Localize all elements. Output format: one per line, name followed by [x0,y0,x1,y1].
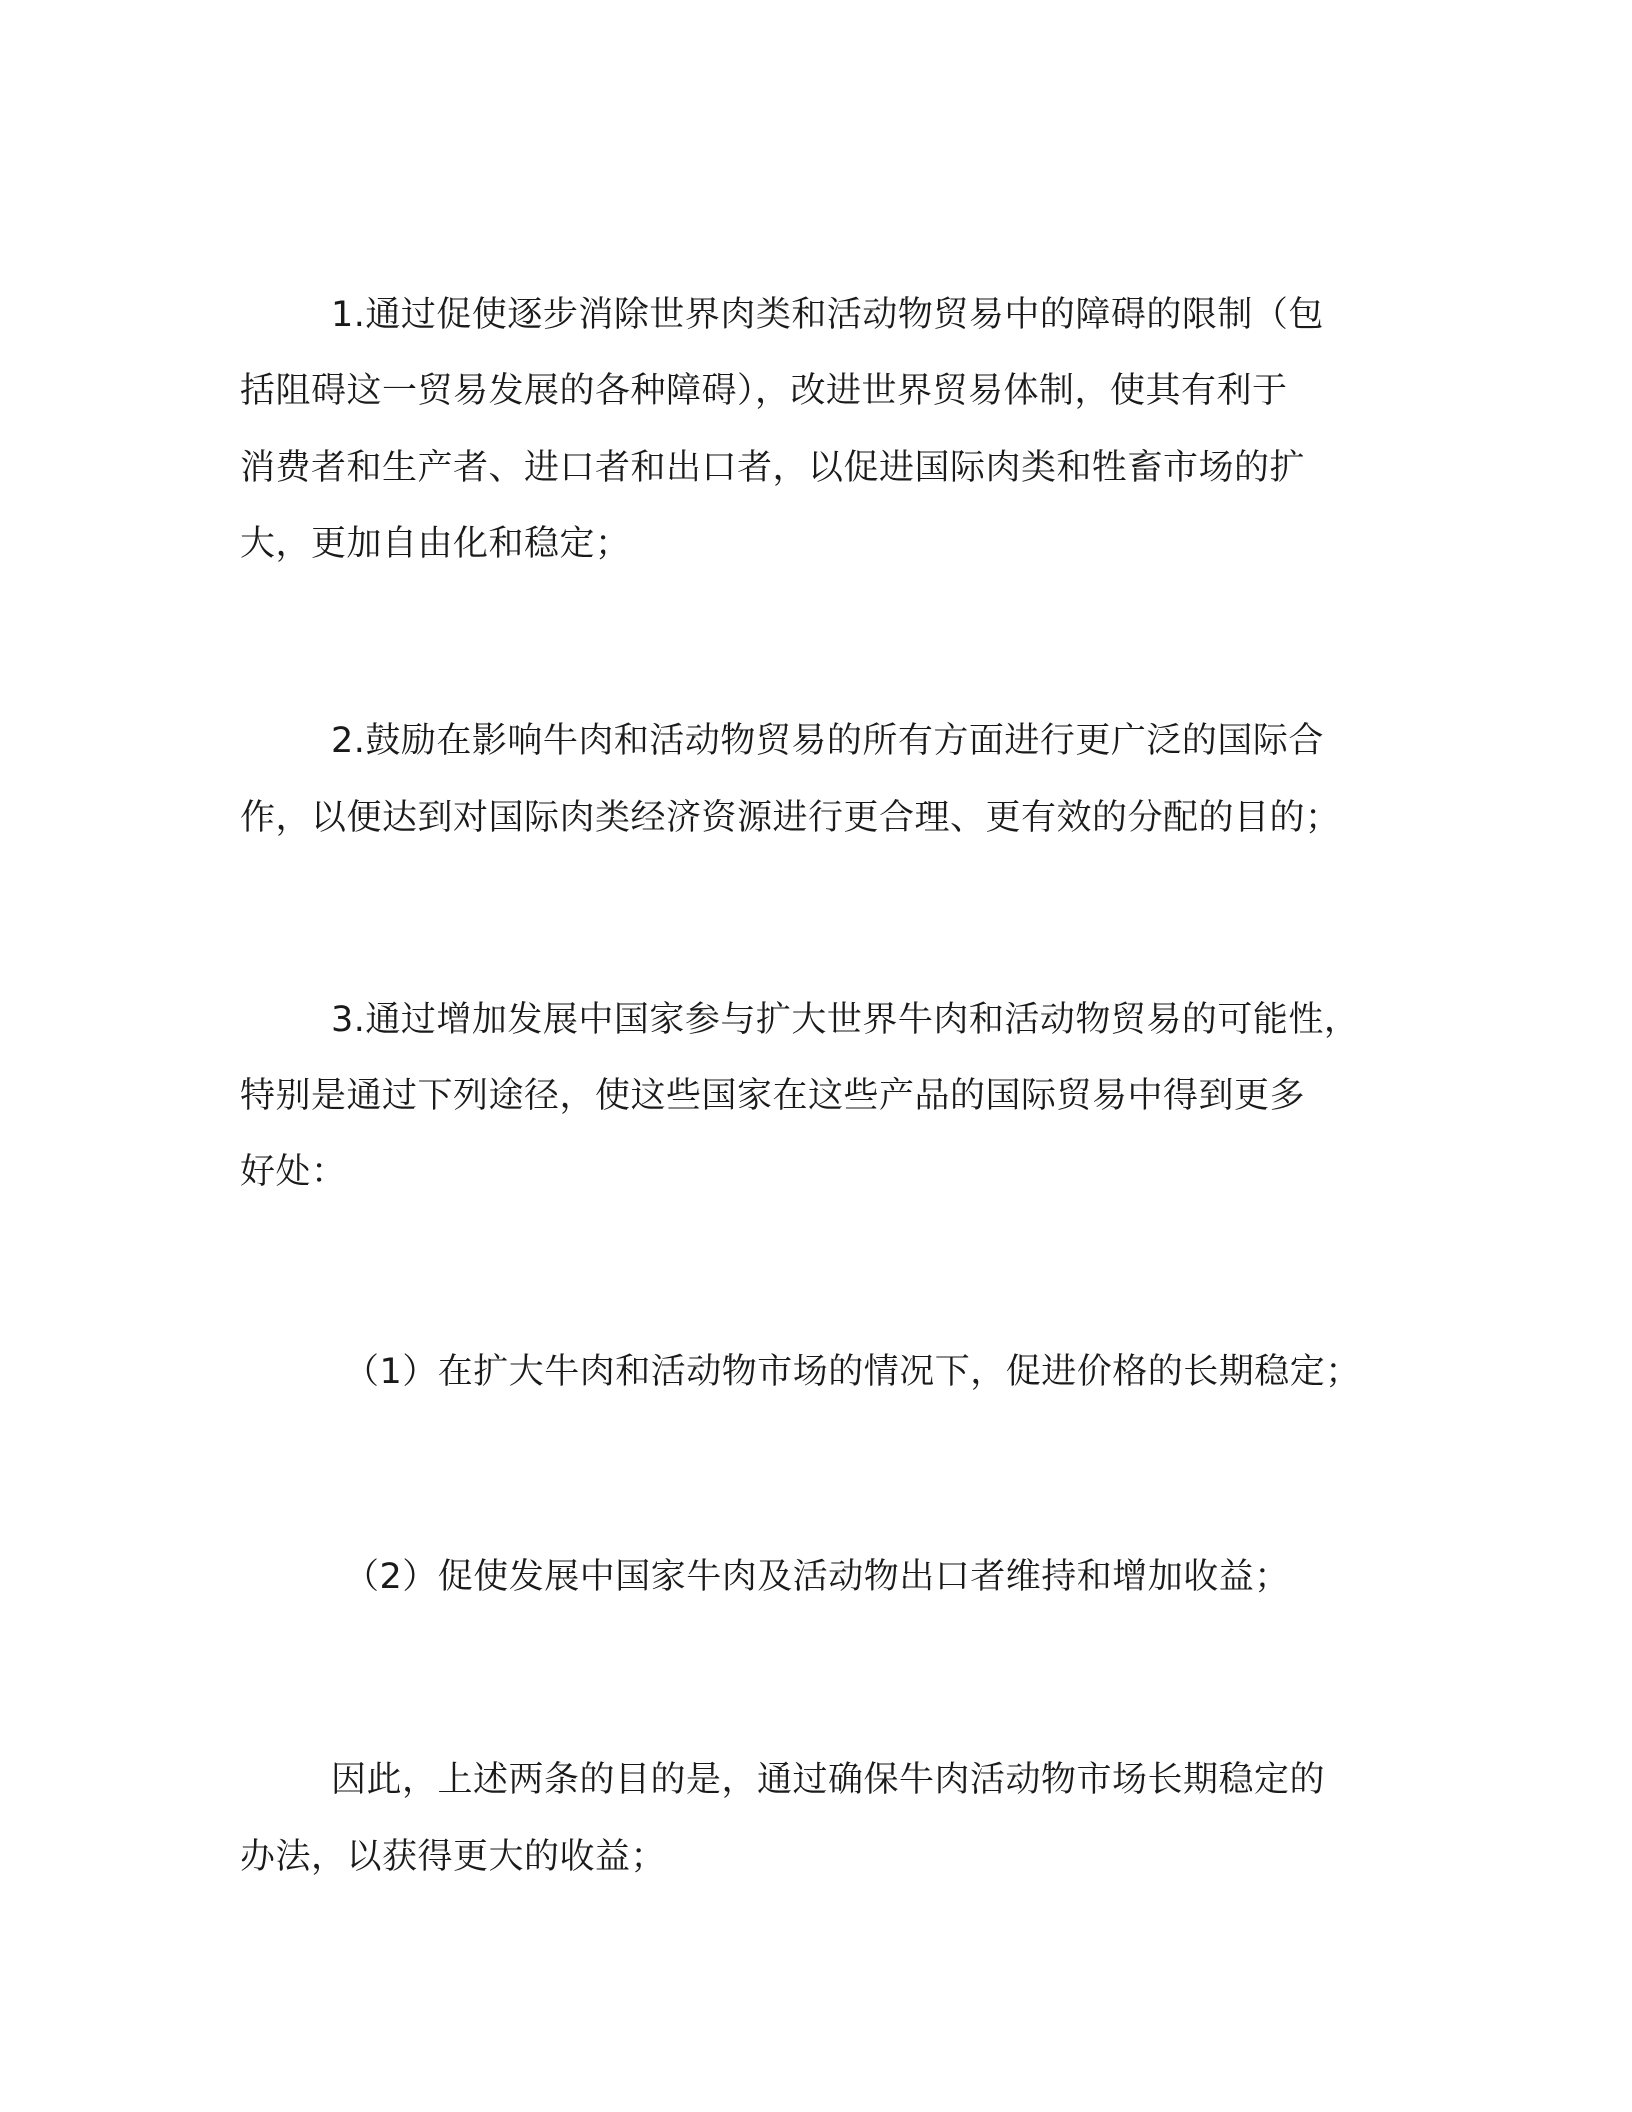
text-line: 2.鼓励在影响牛肉和活动物贸易的所有方面进行更广泛的国际合 [331,721,1324,761]
text-line: 3.通过增加发展中国家参与扩大世界牛肉和活动物贸易的可能性， [331,1000,1360,1040]
text-line: 因此，上述两条的目的是，通过确保牛肉活动物市场长期稳定的 [331,1760,1326,1800]
text-line: 括阻碍这一贸易发展的各种障碍），改进世界贸易体制，使其有利于 [240,371,1288,411]
text-line: 作，以便达到对国际肉类经济资源进行更合理、更有效的分配的目的； [240,798,1341,838]
text-line: 大，更加自由化和稳定； [240,524,631,564]
text-line: 好处： [240,1152,347,1192]
text-line: 1.通过促使逐步消除世界肉类和活动物贸易中的障碍的限制（包 [331,295,1324,335]
text-line: （2）促使发展中国家牛肉及活动物出口者维持和增加收益； [344,1557,1290,1597]
text-line: 办法，以获得更大的收益； [240,1837,667,1877]
text-line: 消费者和生产者、进口者和出口者，以促进国际肉类和牲畜市场的扩 [240,448,1306,488]
text-line: （1）在扩大牛肉和活动物市场的情况下，促进价格的长期稳定； [344,1352,1361,1392]
text-line: 特别是通过下列途径，使这些国家在这些产品的国际贸易中得到更多 [240,1076,1306,1116]
